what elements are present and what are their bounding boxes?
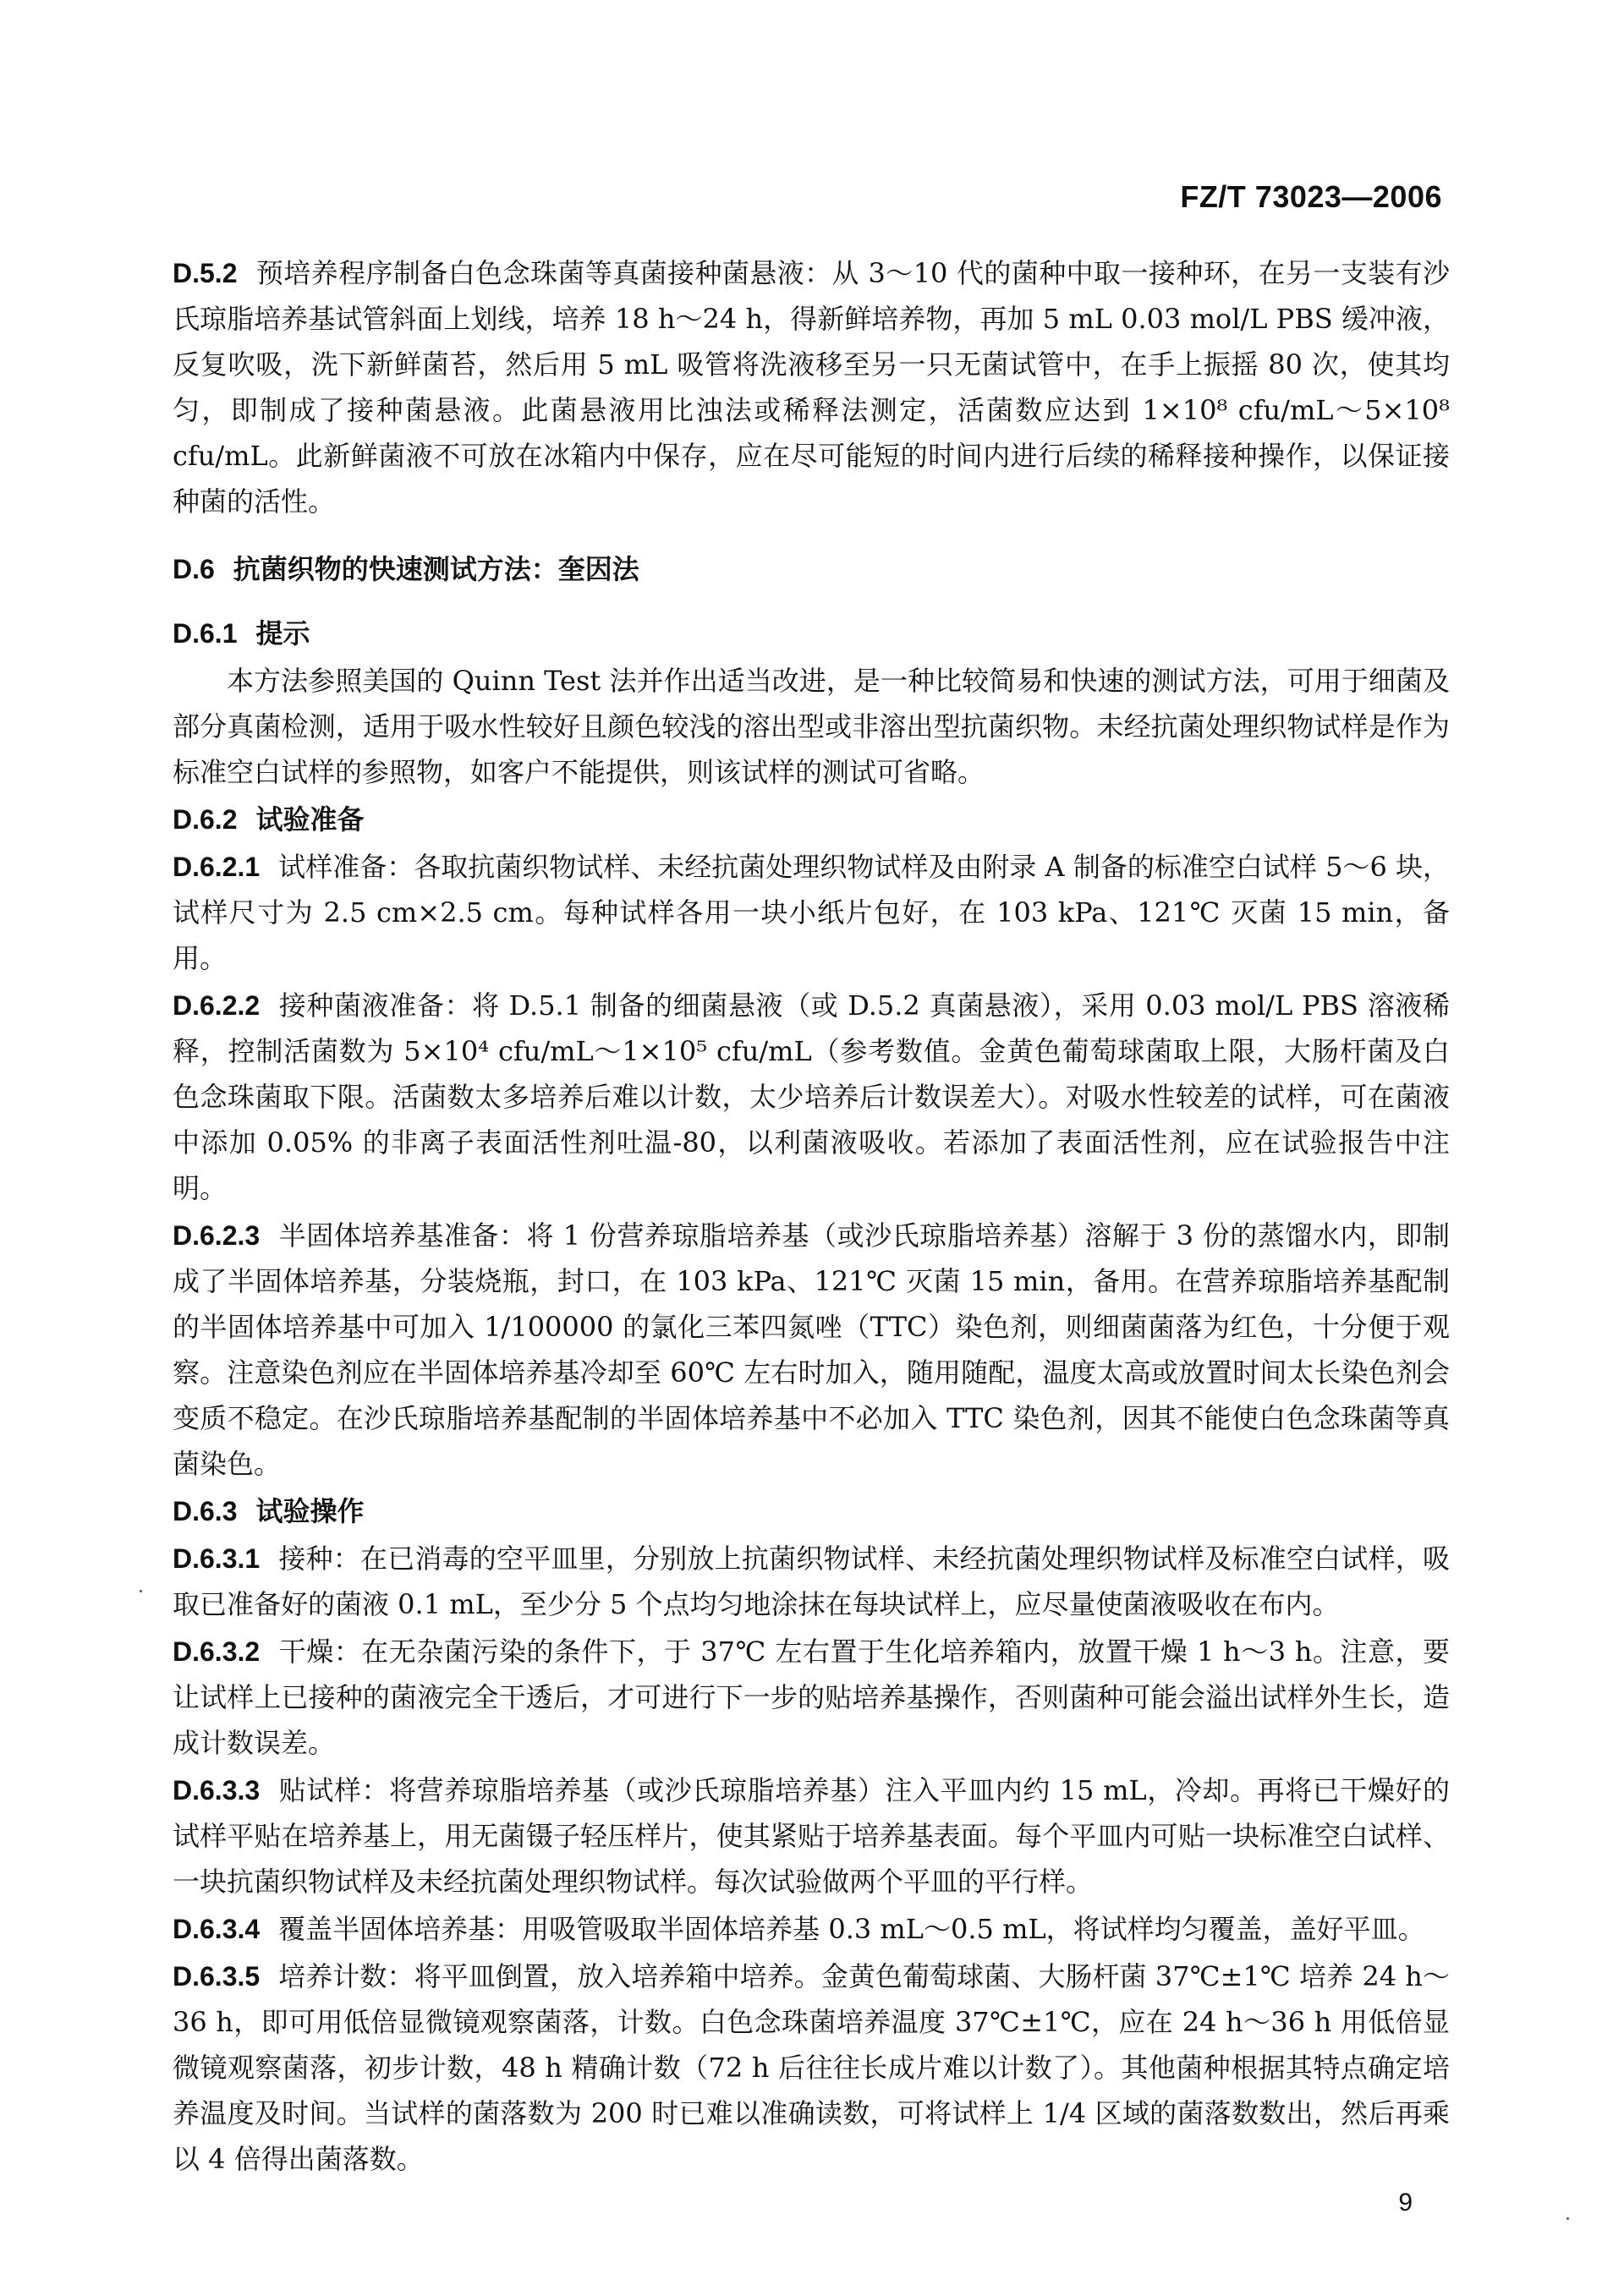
page-number: 9 [1398,2189,1413,2217]
clause-text: 培养计数：将平皿倒置，放入培养箱中培养。金黄色葡萄球菌、大肠杆菌 37℃±1℃ 培养 24 h～36 h，即可用低倍显微镜观察菌落，计数。白色念珠菌培养温度 37℃±1℃，应在 24 h～36 h 用低倍显微镜观察菌落，初步计数，48 h 精确计数（72 h 后往往长成片难以计数了）。其他菌种根据其特点确定培养温度及时间。当试样的菌落数为 200 时已难以准确读数，可将试样上 1/4 区域的菌落数数出，然后再乘以 4 倍得出菌落数。 [173,1960,1450,2175]
clause-title: 试验准备 [255,803,365,836]
clause-number: D.6.2.1 [173,852,261,882]
clause-text: 预培养程序制备白色念珠菌等真菌接种菌悬液：从 3～10 代的菌种中取一接种环，在另一支装有沙氏琼脂培养基试管斜面上划线，培养 18 h～24 h，得新鲜培养物，再加 5 mL 0.03 mol/L PBS 缓冲液，反复吹吸，洗下新鲜菌苔，然后用 5 mL 吸管将洗液移至另一只无菌试管中，在手上振摇 80 次，使其均匀，即制成了接种菌悬液。此菌悬液用比浊法或稀释法测定，活菌数应达到 1×10⁸ cfu/mL～5×10⁸ cfu/mL。此新鲜菌液不可放在冰箱内中保存，应在尽可能短的时间内进行后续的稀释接种操作，以保证接种菌的活性。 [173,257,1450,518]
clause-number: D.6.2 [173,804,238,835]
document-body [173,250,1450,2184]
paragraph-d52 [173,250,1450,524]
clause-number: D.6.3.4 [173,1914,261,1944]
clause-number: D.5.2 [173,258,238,288]
clause-number: D.6.3.3 [173,1775,261,1806]
clause-number: D.6.3.2 [173,1636,261,1667]
document-code: FZ/T 73023—2006 [1180,179,1442,214]
paragraph-d631 [173,1536,1450,1627]
clause-text: 试样准备：各取抗菌织物试样、未经抗菌处理织物试样及由附录 A 制备的标准空白试样 5～6 块，试样尺寸为 2.5 cm×2.5 cm。每种试样各用一块小纸片包好，在 103 kPa、121℃ 灭菌 15 min，备用。 [173,851,1450,974]
clause-text: 贴试样：将营养琼脂培养基（或沙氏琼脂培养基）注入平皿内约 15 mL，冷却。再将已干燥好的试样平贴在培养基上，用无菌镊子轻压样片，使其紧贴于培养基表面。每个平皿内可贴一块标准空白试样、一块抗菌织物试样及未经抗菌处理织物试样。每次试验做两个平皿的平行样。 [173,1774,1450,1898]
clause-number: D.6.3.5 [173,1961,261,1992]
clause-text: 覆盖半固体培养基：用吸管吸取半固体培养基 0.3 mL～0.5 mL，将试样均匀覆盖，盖好平皿。 [278,1913,1425,1945]
clause-title: 试验操作 [255,1495,365,1527]
clause-text: 半固体培养基准备：将 1 份营养琼脂培养基（或沙氏琼脂培养基）溶解于 3 份的蒸馏水内，即制成了半固体培养基，分装烧瓶，封口，在 103 kPa、121℃ 灭菌 15 min，备用。在营养琼脂培养基配制的半固体培养基中可加入 1/100000 的氯化三苯四氮唑（TTC）染色剂，则细菌菌落为红色，十分便于观察。注意染色剂应在半固体培养基冷却至 60℃ 左右时加入，随用随配，温度太高或放置时间太长染色剂会变质不稳定。在沙氏琼脂培养基配制的半固体培养基中不必加入 TTC 染色剂，因其不能使白色念珠菌等真菌染色。 [173,1219,1450,1480]
paragraph-d61-body: 本方法参照美国的 Quinn Test 法并作出适当改进，是一种比较简易和快速的测试方法，可用于细菌及部分真菌检测，适用于吸水性较好且颜色较浅的溶出型或非溶出型抗菌织物。未经抗菌处理织物试样是作为标准空白试样的参照物，如客户不能提供，则该试样的测试可省略。 [173,665,1450,788]
clause-number: D.6.3 [173,1496,238,1526]
scan-speck [140,1590,142,1592]
scan-speck [1566,2217,1569,2220]
section-heading-d6 [173,546,1450,592]
clause-number: D.6.1 [173,618,238,649]
paragraph-d634 [173,1906,1450,1952]
clause-text: 干燥：在无杂菌污染的条件下，于 37℃ 左右置于生化培养箱内，放置干燥 1 h～3 h。注意，要让试样上已接种的菌液完全干透后，才可进行下一步的贴培养基操作，否则菌种可能会溢出试样外生长，造成计数误差。 [173,1636,1450,1759]
clause-text: 接种菌液准备：将 D.5.1 制备的细菌悬液（或 D.5.2 真菌悬液），采用 0.03 mol/L PBS 溶液稀释，控制活菌数为 5×10⁴ cfu/mL～1×10⁵ cfu/mL（参考数值。金黄色葡萄球菌取上限，大肠杆菌及白色念珠菌取下限。活菌数太多培养后难以计数，太少培养后计数误差大）。对吸水性较差的试样，可在菌液中添加 0.05% 的非离子表面活性剂吐温-80，以利菌液吸收。若添加了表面活性剂，应在试验报告中注明。 [173,989,1450,1204]
subheading-d62 [173,797,1450,842]
subheading-d61 [173,611,1450,656]
clause-text: 接种：在已消毒的空平皿里，分别放上抗菌织物试样、未经抗菌处理织物试样及标准空白试样，吸取已准备好的菌液 0.1 mL，至少分 5 个点均匀地涂抹在每块试样上，应尽量使菌液吸收在布内。 [173,1543,1450,1620]
clause-title: 提示 [255,617,310,649]
paragraph-d621 [173,844,1450,981]
paragraph-d632 [173,1629,1450,1766]
paragraph-d635 [173,1954,1450,2182]
paragraph-d623 [173,1213,1450,1487]
clause-number: D.6.2.3 [173,1220,261,1251]
paragraph-d633 [173,1767,1450,1904]
section-number: D.6 [173,554,215,584]
subheading-d63 [173,1488,1450,1534]
paragraph-d622 [173,983,1450,1211]
clause-number: D.6.2.2 [173,990,261,1021]
section-title: 抗菌织物的快速测试方法：奎因法 [233,553,639,585]
clause-number: D.6.3.1 [173,1543,261,1574]
